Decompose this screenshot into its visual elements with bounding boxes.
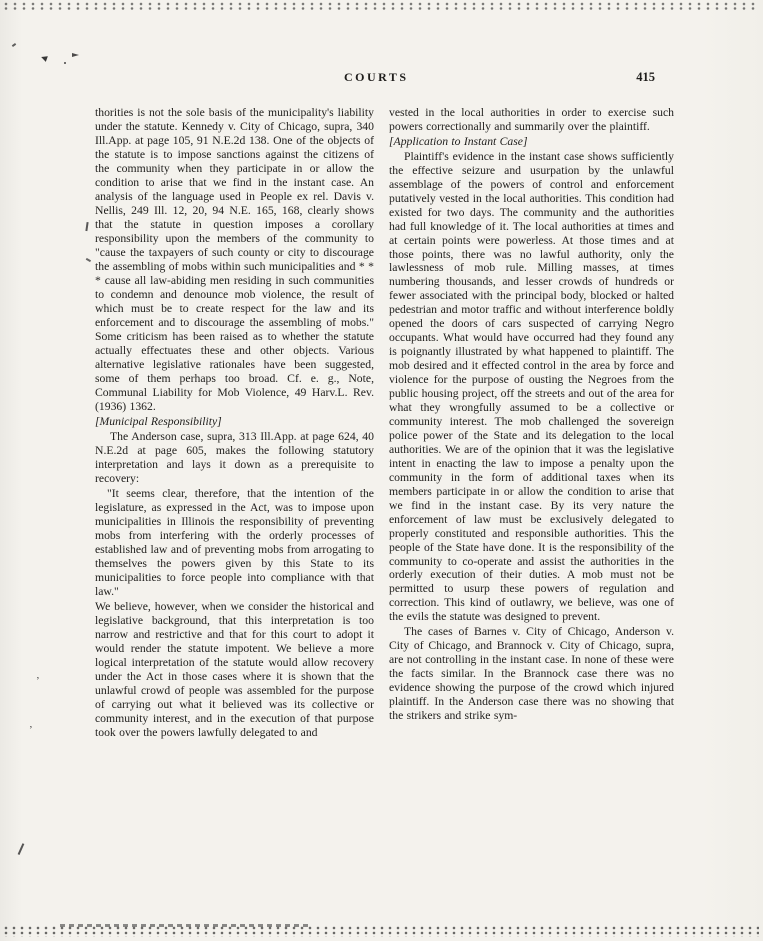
scan-artifact: ’ (36, 675, 40, 687)
scan-artifact (18, 843, 24, 855)
block-quote-statutory-interpretation: "It seems clear, therefore, that the intention of the legislature, as expressed in the Act, was to impose upon municipalities in Illinois the responsibility of preventing mobs from interfering with the orderly processes of established law and of preventing mobs from arrogating to themselves the powers given by this State to its municipalities to force people into compliance with that law." (95, 487, 374, 598)
scan-artifact: ‚ (29, 718, 33, 730)
right-column (389, 106, 674, 723)
scan-edge-dots-top (4, 2, 759, 11)
body-paragraph-cases-not-controlling: The cases of Barnes v. City of Chicago, Anderson v. City of Chicago, and Brannock v. City of Chicago, supra, are not controlling in the instant case. In none of these were the facts similar. In the Brannock case there was no evidence showing the purpose of the crowd which injured plaintiff. In the Anderson case there was no showing that the strikers and strike sym- (389, 625, 674, 722)
scan-artifact (72, 53, 79, 57)
body-paragraph-we-believe: We believe, however, when we consider the historical and legislative background, that this interpretation is too narrow and restrictive and that for this court to adopt it would render the statute impotent. We believe a more logical interpretation of the statute would allow recovery under the Act in those cases where it is shown that the unlawful crowd of people was assembled for the purpose of carrying out what it believed was its collective or community interest, and in the execution of that purpose took over the powers lawfully delegated to and (95, 600, 374, 739)
scan-artifact (12, 43, 16, 47)
left-column (95, 106, 374, 740)
body-paragraph-continuation: thorities is not the sole basis of the municipality's liability under the statute. Kennedy v. City of Chicago, supra, 340 Ill.App. at page 105, 91 N.E.2d 138. One of the objects of the statute is to impose sanctions against the citizens of the community when they participate in or allow the condition to arise that we find in the instant case. An analysis of the language used in People ex rel. Davis v. Nellis, 249 Ill. 12, 20, 94 N.E. 165, 168, clearly shows that the statute in question imposes a corollary responsibility upon the members of the community to "cause the taxpayers of such county or city to discourage the assembling of mobs within such municipalities and * * * cause all law-abiding men residing in such communities to condemn and denounce mob violence, the result of which must be to create respect for the law and its enforcement and to discourage the assembling of mobs." Some criticism has been raised as to whether the statute actually effectuates these and other objects. Various alternative legislative rationales have been suggested, some of them perhaps too broad. Cf. e. g., Note, Communal Liability for Mob Violence, 49 Harv.L. Rev. (1936) 1362. (95, 106, 374, 413)
scan-artifact (86, 258, 91, 262)
body-paragraph-continuation: vested in the local authorities in order to exercise such powers correctionally and summarily over the plaintiff. (389, 106, 674, 133)
running-head-title: COURTS (343, 70, 409, 84)
section-heading-application-to-instant-case: [Application to Instant Case] (389, 134, 528, 148)
scan-artifact (64, 62, 66, 64)
body-paragraph-anderson-case: The Anderson case, supra, 313 Ill.App. at page 624, 40 N.E.2d at page 605, makes the following statutory interpretation and lays it down as a prerequisite to recovery: (95, 430, 374, 485)
section-heading-municipal-responsibility: [Municipal Responsibility] (95, 415, 222, 428)
scan-artifact (85, 222, 88, 231)
running-head (95, 70, 673, 86)
scan-artifact (40, 54, 48, 62)
scan-edge-dots-bottom (4, 926, 759, 937)
body-paragraph-plaintiffs-evidence: Plaintiff's evidence in the instant case shows sufficiently the effective seizure and usurpation by the unlawful assemblage of the powers of control and enforcement putatively vested in the local authorities. This condition had existed for two days. The community and the authorities had full knowledge of it. The local authorities at times and at certain points were powerless. At those times and at those points, there was no lawful authority, only the lawlessness of mob rule. Milling masses, at times numbering thousands, and lesser crowds of hundreds or fewer associated with the principal body, blocked or halted pedestrian and motor traffic and without interference boldly opened the doors of cars suspected of carrying Negro occupants. What would have occurred had they found any is poignantly illustrated by what happened to plaintiff. The mob desired and it effected control in the area by force and violence for the purpose of ousting the Negroes from the public housing project, off the streets and out of the area for what they wrongfully assumed to be a collective or community interest. The mob challenged the sovereign police power of the State and its delegation to the local authorities. We are of the opinion that it was the legislative intent in enacting the law to impose a penalty upon the community in the form of additional taxes when its members participate in or allow the condition to arise that we find in the instant case. By its very nature the enforcement of law must be exclusively delegated to properly constituted and responsible authorities. This the people of the State have done. It is the responsibility of the community to co-operate and assist the authorities in the orderly execution of their duties. A mob must not be permitted to usurp these powers of regulation and correction. This kind of outlawry, we believe, was one of the evils the statute was designed to prevent. (389, 149, 674, 624)
page-number: 415 (636, 70, 655, 84)
